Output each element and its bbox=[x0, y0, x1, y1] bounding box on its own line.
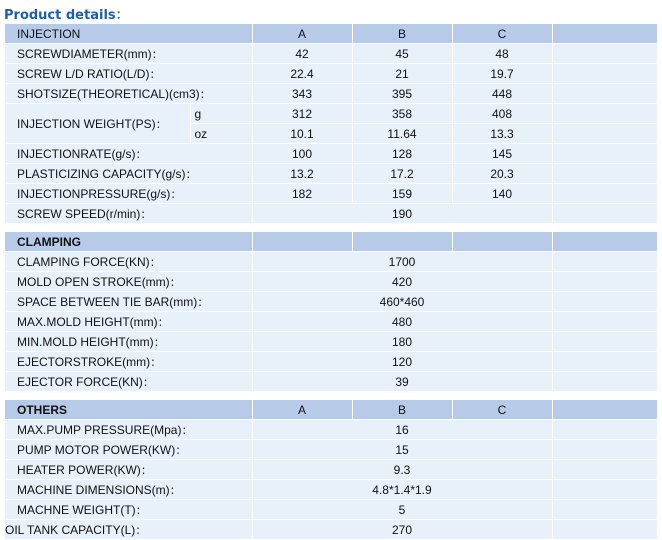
row-value: 120 bbox=[252, 352, 552, 372]
value-a: 182 bbox=[252, 184, 352, 204]
value-b: 358 bbox=[352, 104, 452, 124]
value-c: 20.3 bbox=[452, 164, 552, 184]
table-row bbox=[5, 420, 657, 440]
unit-oz: oz bbox=[190, 124, 252, 144]
row-value: 270 bbox=[252, 520, 552, 540]
row-value: 180 bbox=[252, 332, 552, 352]
table-row bbox=[5, 500, 657, 520]
table-row bbox=[5, 292, 657, 312]
table-row bbox=[5, 332, 657, 352]
others-section-title: OTHERS bbox=[5, 400, 252, 420]
row-label: EJECTORSTROKE(mm)： bbox=[5, 352, 252, 372]
row-value: 480 bbox=[252, 312, 552, 332]
row-label: INJECTIONRATE(g/s)： bbox=[5, 144, 252, 164]
value-a: 13.2 bbox=[252, 164, 352, 184]
value-c: 140 bbox=[452, 184, 552, 204]
row-value: 39 bbox=[252, 372, 552, 392]
row-label: PLASTICIZING CAPACITY(g/s)： bbox=[5, 164, 252, 184]
table-row bbox=[5, 480, 657, 500]
injection-section-title: INJECTION bbox=[5, 24, 252, 44]
row-label: INJECTION WEIGHT(PS)： bbox=[5, 104, 190, 144]
row-label: EJECTOR FORCE(KN)： bbox=[5, 372, 252, 392]
clamping-section-title: CLAMPING bbox=[5, 232, 252, 252]
value-c: 408 bbox=[452, 104, 552, 124]
value-b: 11.64 bbox=[352, 124, 452, 144]
table-row bbox=[5, 312, 657, 332]
row-value: 460*460 bbox=[252, 292, 552, 312]
col-c-header: C bbox=[452, 24, 552, 44]
value-c: 48 bbox=[452, 44, 552, 64]
row-label: MAX.PUMP PRESSURE(Mpa)： bbox=[5, 420, 252, 440]
table-row bbox=[5, 520, 657, 540]
table-row bbox=[5, 204, 657, 224]
row-value: 1700 bbox=[252, 252, 552, 272]
value-b: 45 bbox=[352, 44, 452, 64]
table-row bbox=[5, 372, 657, 392]
table-row bbox=[5, 440, 657, 460]
injection-header-row bbox=[5, 24, 657, 44]
row-label: PUMP MOTOR POWER(KW)： bbox=[5, 440, 252, 460]
others-header-row bbox=[5, 400, 657, 420]
col-a-header: A bbox=[252, 400, 352, 420]
row-label: SCREWDIAMETER(mm)： bbox=[5, 44, 252, 64]
table-row bbox=[5, 352, 657, 372]
value-c: 448 bbox=[452, 84, 552, 104]
value-a: 22.4 bbox=[252, 64, 352, 84]
table-row bbox=[5, 252, 657, 272]
row-value: 5 bbox=[252, 500, 552, 520]
row-label: MACHNE WEIGHT(T)： bbox=[5, 500, 252, 520]
row-label: SHOTSIZE(THEORETICAL)(cm3)： bbox=[5, 84, 252, 104]
row-label: INJECTIONPRESSURE(g/s)： bbox=[5, 184, 252, 204]
value-b: 395 bbox=[352, 84, 452, 104]
row-label: MACHINE DIMENSIONS(m)： bbox=[5, 480, 252, 500]
row-value: 420 bbox=[252, 272, 552, 292]
row-value: 190 bbox=[252, 204, 552, 224]
row-label: SCREW L/D RATIO(L/D)： bbox=[5, 64, 252, 84]
row-label: CLAMPING FORCE(KN)： bbox=[5, 252, 252, 272]
row-label: SCREW SPEED(r/min)： bbox=[5, 204, 252, 224]
table-row bbox=[5, 460, 657, 480]
clamping-header-row bbox=[5, 232, 657, 252]
value-b: 21 bbox=[352, 64, 452, 84]
table-row bbox=[5, 272, 657, 292]
table-row bbox=[5, 184, 657, 204]
value-b: 17.2 bbox=[352, 164, 452, 184]
value-b: 128 bbox=[352, 144, 452, 164]
value-c: 19.7 bbox=[452, 64, 552, 84]
value-a: 10.1 bbox=[252, 124, 352, 144]
value-b: 159 bbox=[352, 184, 452, 204]
row-label: MIN.MOLD HEIGHT(mm)： bbox=[5, 332, 252, 352]
table-row bbox=[5, 104, 657, 124]
table-row bbox=[5, 64, 657, 84]
row-value: 9.3 bbox=[252, 460, 552, 480]
row-label: HEATER POWER(KW)： bbox=[5, 460, 252, 480]
value-c: 145 bbox=[452, 144, 552, 164]
row-label: SPACE BETWEEN TIE BAR(mm)： bbox=[5, 292, 252, 312]
row-value: 16 bbox=[252, 420, 552, 440]
page-title: Product details： bbox=[4, 8, 129, 23]
product-details-table bbox=[5, 24, 658, 540]
value-a: 343 bbox=[252, 84, 352, 104]
row-value: 4.8*1.4*1.9 bbox=[252, 480, 552, 500]
table-row bbox=[5, 84, 657, 104]
row-label: MOLD OPEN STROKE(mm)： bbox=[5, 272, 252, 292]
value-a: 42 bbox=[252, 44, 352, 64]
row-label: OIL TANK CAPACITY(L)： bbox=[5, 520, 252, 540]
col-b-header: B bbox=[352, 24, 452, 44]
col-c-header: C bbox=[452, 400, 552, 420]
table-row bbox=[5, 144, 657, 164]
value-a: 100 bbox=[252, 144, 352, 164]
unit-g: g bbox=[190, 104, 252, 124]
value-c: 13.3 bbox=[452, 124, 552, 144]
col-b-header: B bbox=[352, 400, 452, 420]
col-a-header: A bbox=[252, 24, 352, 44]
value-a: 312 bbox=[252, 104, 352, 124]
table-row bbox=[5, 44, 657, 64]
row-value: 15 bbox=[252, 440, 552, 460]
table-row bbox=[5, 164, 657, 184]
row-label: MAX.MOLD HEIGHT(mm)： bbox=[5, 312, 252, 332]
